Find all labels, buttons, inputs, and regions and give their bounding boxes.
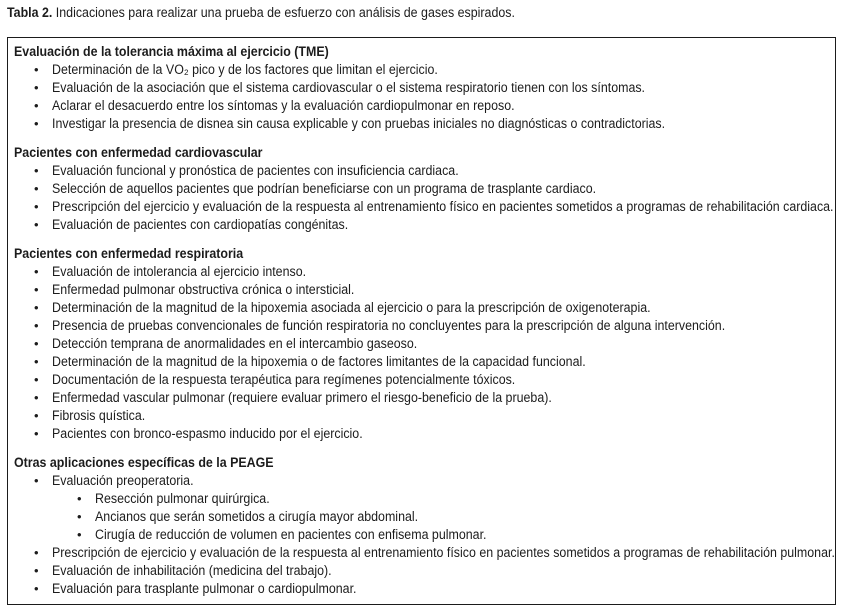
list-item [14, 263, 829, 281]
list-item [14, 526, 829, 544]
bullet-icon: • [34, 372, 39, 387]
bullet-icon: • [34, 390, 39, 405]
section-heading: Pacientes con enfermedad respiratoria [14, 246, 244, 261]
list-item-text: Enfermedad vascular pulmonar (requiere evaluar primero el riesgo-beneficio de la prueba). [52, 390, 552, 405]
list-item [14, 389, 829, 407]
table-section-1 [14, 144, 834, 234]
bullet-icon: • [34, 581, 39, 596]
list-item [14, 281, 829, 299]
bullet-icon: • [34, 473, 39, 488]
list-item [14, 97, 829, 115]
list-item-text: Evaluación de pacientes con cardiopatías congénitas. [52, 217, 349, 232]
list-item-text: Evaluación para trasplante pulmonar o cardiopulmonar. [52, 581, 357, 596]
bullet-icon: • [34, 181, 39, 196]
list-item [14, 490, 829, 508]
list-item-text: Detección temprana de anormalidades en el intercambio gaseoso. [52, 336, 418, 351]
table-section-3 [14, 454, 835, 598]
list-item [14, 425, 829, 443]
list-item [14, 562, 829, 580]
list-item [14, 472, 829, 490]
list-item-text: Evaluación funcional y pronóstica de pacientes con insuficiencia cardiaca. [52, 163, 459, 178]
list-item-text: Pacientes con bronco-espasmo inducido por el ejercicio. [52, 426, 363, 441]
list-item [14, 79, 829, 97]
bullet-icon: • [34, 282, 39, 297]
bullet-icon: • [34, 116, 39, 131]
list-item-text: Prescripción del ejercicio y evaluación de la respuesta al entrenamiento físico en pacientes sometidos a programas de rehabilitación cardiaca. [52, 199, 834, 214]
list-item-text: Evaluación de la asociación que el sistema cardiovascular o el sistema respiratorio tienen con los síntomas. [52, 80, 646, 95]
section-heading: Pacientes con enfermedad cardiovascular [14, 145, 263, 160]
bullet-icon: • [34, 264, 39, 279]
list-item [14, 335, 829, 353]
list-item [14, 61, 829, 79]
list-item [14, 580, 829, 598]
indications-table [7, 37, 836, 605]
table-section-2 [14, 245, 829, 443]
bullet-icon: • [34, 199, 39, 214]
list-item [14, 407, 829, 425]
section-heading: Otras aplicaciones específicas de la PEAGE [14, 455, 274, 470]
section-heading: Evaluación de la tolerancia máxima al ejercicio (TME) [14, 44, 329, 59]
list-item-text: Fibrosis quística. [52, 408, 146, 423]
list-item-text: Ancianos que serán sometidos a cirugía mayor abdominal. [95, 509, 419, 524]
bullet-icon: • [77, 491, 82, 506]
bullet-icon: • [34, 98, 39, 113]
bullet-icon: • [77, 527, 82, 542]
bullet-icon: • [34, 217, 39, 232]
list-item [14, 371, 829, 389]
list-item [14, 115, 829, 133]
bullet-icon: • [34, 62, 39, 77]
list-item-text: Resección pulmonar quirúrgica. [95, 491, 270, 506]
list-item-text: Cirugía de reducción de volumen en pacientes con enfisema pulmonar. [95, 527, 487, 542]
list-item [14, 198, 834, 216]
list-item-text: Determinación de la VO₂ pico y de los factores que limitan el ejercicio. [52, 62, 438, 77]
bullet-icon: • [34, 563, 39, 578]
list-item-text: Evaluación de intolerancia al ejercicio intenso. [52, 264, 307, 279]
bullet-icon: • [34, 426, 39, 441]
list-item [14, 508, 829, 526]
list-item [14, 544, 835, 562]
bullet-icon: • [34, 545, 39, 560]
list-item-text: Evaluación de inhabilitación (medicina del trabajo). [52, 563, 332, 578]
list-item [14, 216, 829, 234]
list-item [14, 162, 829, 180]
list-item [14, 317, 829, 335]
bullet-icon: • [34, 300, 39, 315]
table-section-0 [14, 43, 829, 133]
list-item-text: Evaluación preoperatoria. [52, 473, 194, 488]
caption-label: Tabla 2. [7, 5, 53, 20]
caption-text: Indicaciones para realizar una prueba de esfuerzo con análisis de gases espirados. [55, 5, 515, 20]
bullet-icon: • [34, 336, 39, 351]
bullet-icon: • [34, 80, 39, 95]
list-item-text: Documentación de la respuesta terapéutica para regímenes potencialmente tóxicos. [52, 372, 516, 387]
list-item-text: Presencia de pruebas convencionales de función respiratoria no concluyentes para la prescripción de alguna intervención. [52, 318, 726, 333]
bullet-icon: • [34, 318, 39, 333]
table-caption [7, 4, 515, 21]
bullet-icon: • [34, 354, 39, 369]
bullet-icon: • [77, 509, 82, 524]
list-item [14, 299, 829, 317]
list-item-text: Investigar la presencia de disnea sin causa explicable y con pruebas iniciales no diagnósticas o contradictorias. [52, 116, 666, 131]
list-item-text: Prescripción de ejercicio y evaluación de la respuesta al entrenamiento físico en pacientes sometidos a programas de rehabilitación pulmonar. [52, 545, 835, 560]
list-item-text: Selección de aquellos pacientes que podrían beneficiarse con un programa de trasplante cardiaco. [52, 181, 597, 196]
bullet-icon: • [34, 163, 39, 178]
list-item [14, 180, 829, 198]
bullet-icon: • [34, 408, 39, 423]
list-item-text: Determinación de la magnitud de la hipoxemia asociada al ejercicio o para la prescripción de oxigenoterapia. [52, 300, 651, 315]
list-item [14, 353, 829, 371]
list-item-text: Aclarar el desacuerdo entre los síntomas y la evaluación cardiopulmonar en reposo. [52, 98, 515, 113]
list-item-text: Determinación de la magnitud de la hipoxemia o de factores limitantes de la capacidad funcional. [52, 354, 586, 369]
list-item-text: Enfermedad pulmonar obstructiva crónica o intersticial. [52, 282, 355, 297]
